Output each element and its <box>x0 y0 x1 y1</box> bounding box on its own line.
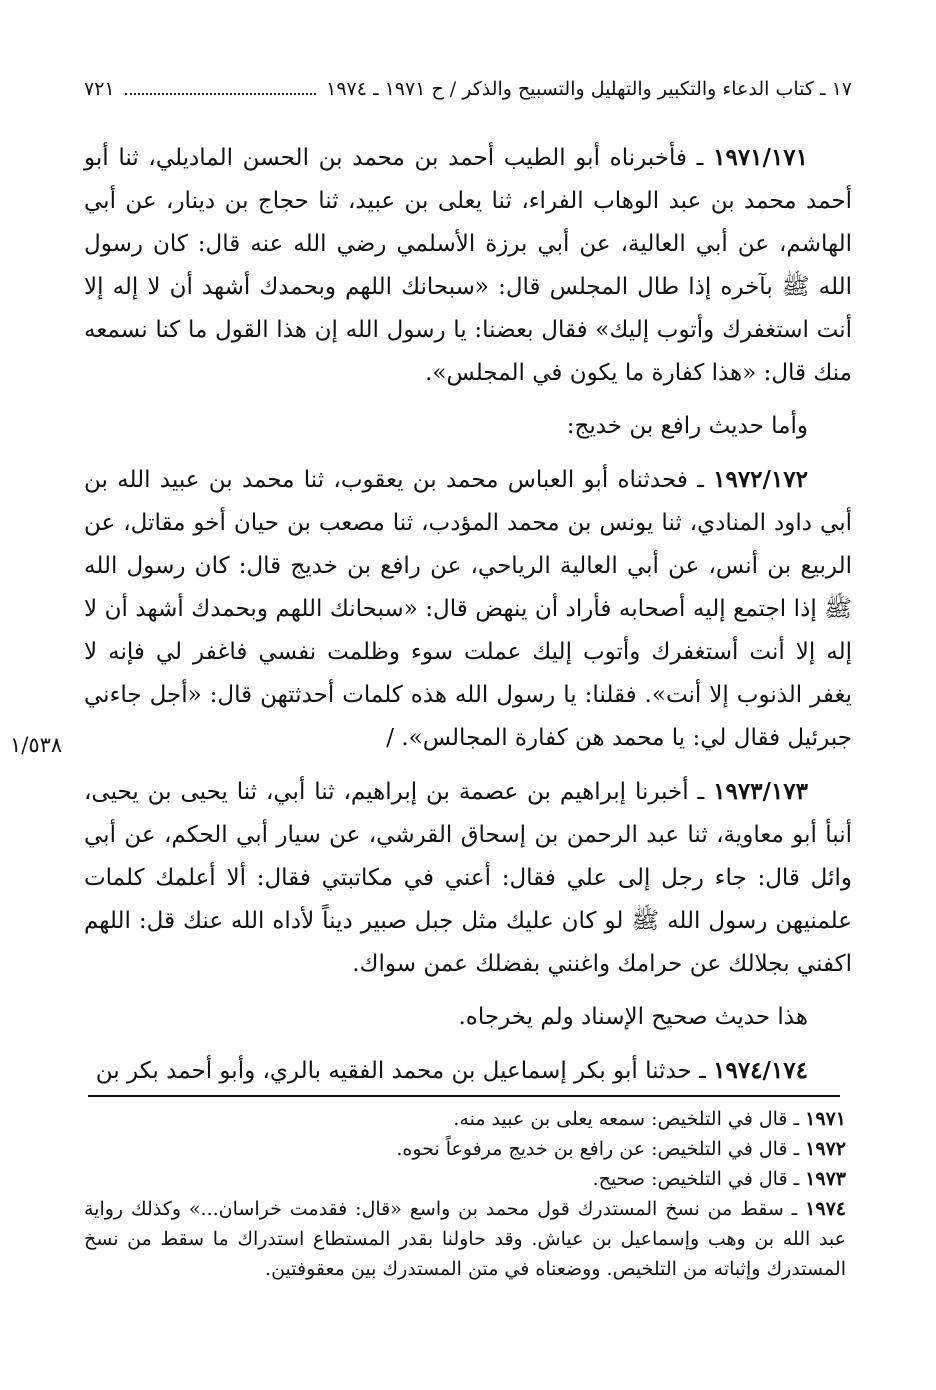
footnote-number: ١٩٧٢ <box>805 1138 846 1160</box>
footnote-text: ـ سقط من نسخ المستدرك قول محمد بن واسع «قال: فقدمت خراسان...» وكذلك رواية عبد الله بن وهب وإسماعيل بن عياش. وقد حاولنا بقدر المستطاع استدراك ما سقط من نسخ المستدرك وإثباته من التلخيص. ووضعناه في متن المستدرك بين معقوفتين. <box>84 1198 846 1280</box>
footnote-item <box>84 1164 846 1194</box>
hadith-number: ١٩٧١/١٧١ <box>713 144 808 171</box>
hadith-number: ١٩٧٤/١٧٤ <box>713 1057 808 1084</box>
footnote-text: ـ قال في التلخيص: صحيح. <box>592 1168 806 1190</box>
footnote-number: ١٩٧١ <box>805 1108 846 1130</box>
footnote-number: ١٩٧٣ <box>805 1168 846 1190</box>
main-text <box>84 136 852 1093</box>
section-heading-text: وأما حديث رافع بن خديج: <box>566 413 808 439</box>
section-heading <box>84 405 852 448</box>
hadith-paragraph <box>84 136 852 395</box>
page-number: ٧٢١ <box>84 78 115 100</box>
running-header <box>84 74 852 108</box>
footnote-number: ١٩٧٤ <box>805 1198 846 1220</box>
grading-note <box>84 996 852 1039</box>
hadith-paragraph <box>84 1049 852 1093</box>
hadith-text: ـ أخبرنا إبراهيم بن عصمة بن إبراهيم، ثنا أبي، ثنا يحيى بن يحيى، أنبأ أبو معاوية، ثنا عبد الرحمن بن إسحاق القرشي، عن سيار أبي الحكم، عن أبي وائل قال: جاء رجل إلى علي فقال: أعني في مكاتبتي فقال: ألا أعلمك كلمات علمنيهن رسول الله ﷺ لو كان عليك مثل جبل صبير ديناً لأداه الله عنك قل: اللهم اكفني بجلالك عن حرامك واغنني بفضلك عمن سواك. <box>84 779 852 977</box>
hadith-text: ـ فحدثناه أبو العباس محمد بن يعقوب، ثنا محمد بن عبيد الله بن أبي داود المنادي، ثنا يونس بن محمد المؤدب، ثنا مصعب بن حيان أخو مقاتل، عن الربيع بن أنس، عن أبي العالية الرياحي، عن رافع بن خديج قال: كان رسول الله ﷺ إذا اجتمع إليه أصحابه فأراد أن ينهض قال: «سبحانك اللهم وبحمدك أشهد أن لا إله إلا أنت أستغفرك وأتوب إليك عملت سوء وظلمت نفسي فاغفر لي فإنه لا يغفر الذنوب إلا أنت». فقلنا: يا رسول الله هذه كلمات أحدثتهن قال: «أجل جاءني جبرئيل فقال لي: يا محمد هن كفارة المجالس». / <box>84 467 852 751</box>
hadith-text: ـ حدثنا أبو بكر إسماعيل بن محمد الفقيه بالري، وأبو أحمد بكر بن <box>95 1058 714 1084</box>
grading-note-text: هذا حديث صحيح الإسناد ولم يخرجاه. <box>458 1004 808 1030</box>
hadith-number: ١٩٧٣/١٧٣ <box>713 778 808 805</box>
footnotes <box>84 1104 846 1284</box>
page <box>84 74 852 1103</box>
hadith-text: ـ فأخبرناه أبو الطيب أحمد بن محمد بن الحسن الماديلي، ثنا أبو أحمد محمد بن عبد الوهاب الفراء، ثنا يعلى بن عبيد، ثنا حجاج بن دينار، عن أبي الهاشم، عن أبي العالية، عن أبي برزة الأسلمي رضي الله عنه قال: كان رسول الله ﷺ بآخره إذا طال المجلس قال: «سبحانك اللهم وبحمدك أشهد أن لا إله إلا أنت استغفرك وأتوب إليك» فقال بعضنا: يا رسول الله إن هذا القول ما كنا نسمعه منك قال: «هذا كفارة ما يكون في المجلس». <box>84 145 852 386</box>
footnote-text: ـ قال في التلخيص: سمعه يعلى بن عبيد منه. <box>453 1108 806 1130</box>
footnote-text: ـ قال في التلخيص: عن رافع بن خديج مرفوعاً نحوه. <box>396 1138 806 1160</box>
header-title: ١٧ ـ كتاب الدعاء والتكبير والتهليل والتسبيح والذكر / ح ١٩٧١ ـ ١٩٧٤ <box>326 78 852 100</box>
header-leader-dots <box>125 79 316 95</box>
footnote-divider <box>88 1095 840 1097</box>
hadith-paragraph <box>84 770 852 986</box>
footnote-item <box>84 1104 846 1134</box>
hadith-paragraph <box>84 458 852 760</box>
margin-reference: ١/٥٣٨ <box>10 733 63 757</box>
footnote-item <box>84 1134 846 1164</box>
hadith-number: ١٩٧٢/١٧٢ <box>713 466 808 493</box>
footnote-item <box>84 1194 846 1284</box>
